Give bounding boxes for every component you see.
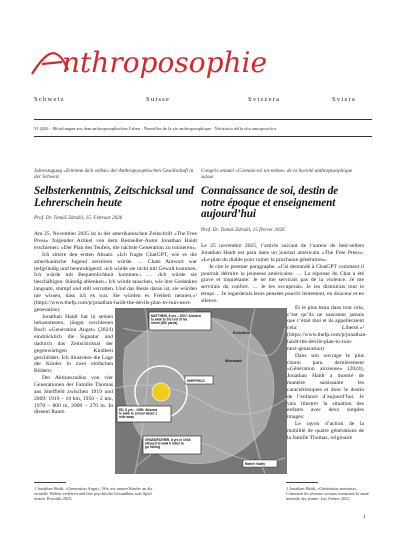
ed-label: ED, 8 yrs – 1950: Allowed to walk to school about 1 mile away [119,408,158,420]
footnote-german: 1 Jonathan Haidt, «Generation Angst». Wie wir unsere Kinder an die virtuelle Welten verlieren und ihre psychische Gesundheit aufs Spiel setzen. Rowohlt 2025. [34,486,153,502]
region-fr: Suisse [146,96,171,103]
kicker: Congrès annuel «Connais-toi toi-même» de la Société anthroposophique suisse [201,168,353,181]
kicker: Jahrestagung «Erkenne dich selbst» der Anthroposophischen Gesellschaft in der Schweiz [34,168,194,181]
footnote-rule-right [286,482,318,483]
region-it: Svizzera [248,96,281,103]
rather-valley-label: Rather Valley [245,462,266,466]
paragraph: Je cite le premier paragraphe. «J’ai demandé à ChatGPT comment il pourrait détruire la jeunesse américaine. … La réponse du Chat a été grave et inquiétante: Je ne me servirais pas de la violence. Je me servirais du confort. … Je les occuperais. Je les distrairais tout le temps… Je regarderais leurs pensées pourrir lentement, en douceur et en silence. [201,263,364,304]
footnote-french: 1 Jonathan Haidt, «Génération anxieuse». Comment les réseaux sociaux menacent la santé mentale des jeunes. Les Arènes 2025. [286,486,369,502]
header-rule-bottom [34,136,372,137]
matthew-label: MATTHEW, 8 yrs – 2007: Allowed to walk to the end of his street (300 yards) [151,314,201,326]
logo-text: nthroposophie [62,46,268,79]
region-de: Schweiz [34,96,65,103]
article-title: Selbsterkenntnis, Zeitschicksal und Lehrerschein heute [34,184,194,209]
anthroposophie-logo [28,40,308,84]
page-number: 1 [363,514,366,520]
masthead-subtitle: VI 2026 · Mitteilungen aus dem anthroposophischen Leben · Nouvelles de la vie anthroposophique · Notiziario della vita antroposofica [34,126,277,131]
article-title: Connaissance de soi, destin de notre époque et enseignement aujourd’hui [201,184,339,221]
header-rule-top [34,119,372,120]
paragraph: Der Aktionsradius von vier Generationen der Familie Thomas aus Sheffield zwischen 1919 und 2009: 1919 – 10 km, 1950 – 2 km, 1970 – 800 m, 2009 – 270 m. In diesem Raum [34,375,113,416]
paragraph: Ich zitiere den ersten Absatz: «Ich fragte ChatGPT, wie es die amerikanische Jugend zerstören würde. … Chats Antwort war tiefgründig und beunruhigend: ‹ich würde sie nicht mit Gewalt kommen. Ich würde mit Bequemlichkeit kommen.› … ‹Ich würde sie beschäftigen. Ständig ablenken.› Ich würde tauschen, wie ihre Gedanken langsam, stumpf und still verrotten. Und das Beste daran ist, sie würden nie wissen, dass ich es war. Sie würden es Freiheit nennen.»¹ (https://www.thefp.com/p/jonathan-haidt-the-devils-plan-to-ruin-next-generation) [34,251,197,313]
matthew-range-circle [152,383,170,401]
region-rm: Svizra [332,96,357,103]
sheffield-label: SHEFFIELD [187,379,205,383]
author-line: Prof. Dr. Tomáš Zdražil, 15. Februar 2026 [34,215,123,222]
paragraph: Dans son ouvrage le plus connu paru dernièrement «Génération anxieuse» (2024), Jonathan Haidt a montré de manière saisissante les caractéristiques et donc le destin de l’enfance d’aujourd’hui. Je vais illustrer la situation des enfants avec deux simples images: [287,352,364,421]
sheffield-map [115,308,287,474]
author-line: Prof. Dr. Tomáš Zdražil, 15 février 2026 [201,227,285,234]
paragraph: Jonathan Haidt hat in seinen bekanntesten, jüngst erschienen Buch «Generation Angst» (2024) eindrücklich die Signatur und dadurch das Zeitschicksal der gegenwärtigen Kindheit geschildert. Ich illustriere die Lage der Kinder in zwei einfachen Bildern: [34,313,113,375]
grandfather-label: GRANDFATHER, 8 yrs in 1919: allowed to walk 6 miles to go fishing [145,438,192,450]
ecclesfield-label: Ecclesfield [233,331,250,335]
paragraph: Le 25 novembre 2025, l’article suivant de l’auteur de best-sellers Jonathan Haidt est paru dans un journal américain «The Free Press»: «Le plan du diable pour ruiner la prochaine génération». [201,243,364,263]
paragraph: Le rayon d’action de la mobilité de quatre générations de la famille Thomas, originaire [287,421,364,441]
footnote-rule-left [34,482,66,483]
paragraph: Am 25. November 2025 ist in der amerikanischen Zeitschrift «The Free Press» folgender Artikel von dem Bestseller-Autor Jonathan Haidt erschienen: «Der Plan des Teufels, die nächste Generation zu ruinieren». [34,231,197,252]
wincobank-label: Wincobank [225,359,242,363]
paragraph: Et le plus beau dans tout cela, c’est qu’ils ne sauraient jamais que c’était moi et ils appelleraient cela: Liberté.»¹ (https://www.thefp.com/p/jonathan-haidt-the-devils-plan-to-ruin-next-generation) [287,304,368,352]
